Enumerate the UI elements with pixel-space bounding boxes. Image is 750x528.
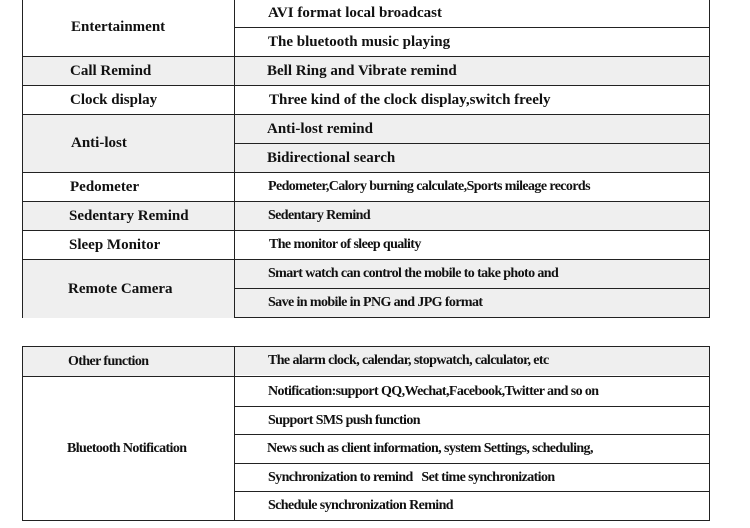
anti-lost-item-2: Bidirectional search bbox=[235, 143, 709, 172]
remote-camera-item-1: Smart watch can control the mobile to take photo and bbox=[235, 260, 709, 288]
sedentary-label: Sedentary Remind bbox=[23, 202, 235, 230]
call-remind-group bbox=[23, 56, 709, 85]
sleep-monitor-label: Sleep Monitor bbox=[23, 231, 235, 259]
sedentary-item: Sedentary Remind bbox=[235, 202, 709, 230]
other-function-label: Other function bbox=[23, 347, 235, 376]
call-remind-item: Bell Ring and Vibrate remind bbox=[235, 57, 709, 85]
feature-table-2 bbox=[22, 346, 710, 521]
anti-lost-group bbox=[23, 114, 709, 172]
remote-camera-item-2: Save in mobile in PNG and JPG format bbox=[235, 288, 709, 317]
anti-lost-label: Anti-lost bbox=[23, 115, 235, 172]
bluetooth-item-3: News such as client information, system Settings, scheduling, bbox=[235, 434, 709, 463]
remote-camera-label: Remote Camera bbox=[23, 260, 235, 318]
bluetooth-item-5: Schedule synchronization Remind bbox=[235, 491, 709, 520]
sedentary-group bbox=[23, 201, 709, 230]
clock-display-item: Three kind of the clock display,switch freely bbox=[269, 91, 551, 108]
feature-table-1 bbox=[22, 0, 710, 318]
call-remind-label: Call Remind bbox=[23, 57, 235, 85]
other-function-item: The alarm clock, calendar, stopwatch, calculator, etc bbox=[235, 347, 709, 375]
pedometer-item: Pedometer,Calory burning calculate,Sports mileage records bbox=[268, 179, 590, 194]
entertainment-item-2: The bluetooth music playing bbox=[235, 27, 709, 56]
clock-display-label: Clock display bbox=[23, 86, 235, 114]
bluetooth-notification-label: Bluetooth Notification bbox=[23, 377, 235, 520]
entertainment-group bbox=[23, 0, 709, 56]
pedometer-label: Pedometer bbox=[23, 173, 235, 201]
sleep-monitor-group bbox=[23, 230, 709, 259]
bluetooth-notification-group bbox=[23, 376, 709, 520]
anti-lost-item-1: Anti-lost remind bbox=[235, 115, 709, 143]
sleep-monitor-item: The monitor of sleep quality bbox=[269, 237, 421, 252]
other-function-group bbox=[23, 347, 709, 376]
bluetooth-item-1: Notification:support QQ,Wechat,Facebook,Twitter and so on bbox=[268, 383, 599, 399]
bluetooth-item-2: Support SMS push function bbox=[235, 406, 709, 434]
entertainment-label: Entertainment bbox=[23, 0, 235, 56]
clock-display-group bbox=[23, 85, 709, 114]
remote-camera-group bbox=[23, 259, 709, 318]
pedometer-group bbox=[23, 172, 709, 201]
bluetooth-item-4: Synchronization to remind Set time synchronization bbox=[235, 463, 709, 491]
entertainment-item-1: AVI format local broadcast bbox=[268, 4, 443, 21]
